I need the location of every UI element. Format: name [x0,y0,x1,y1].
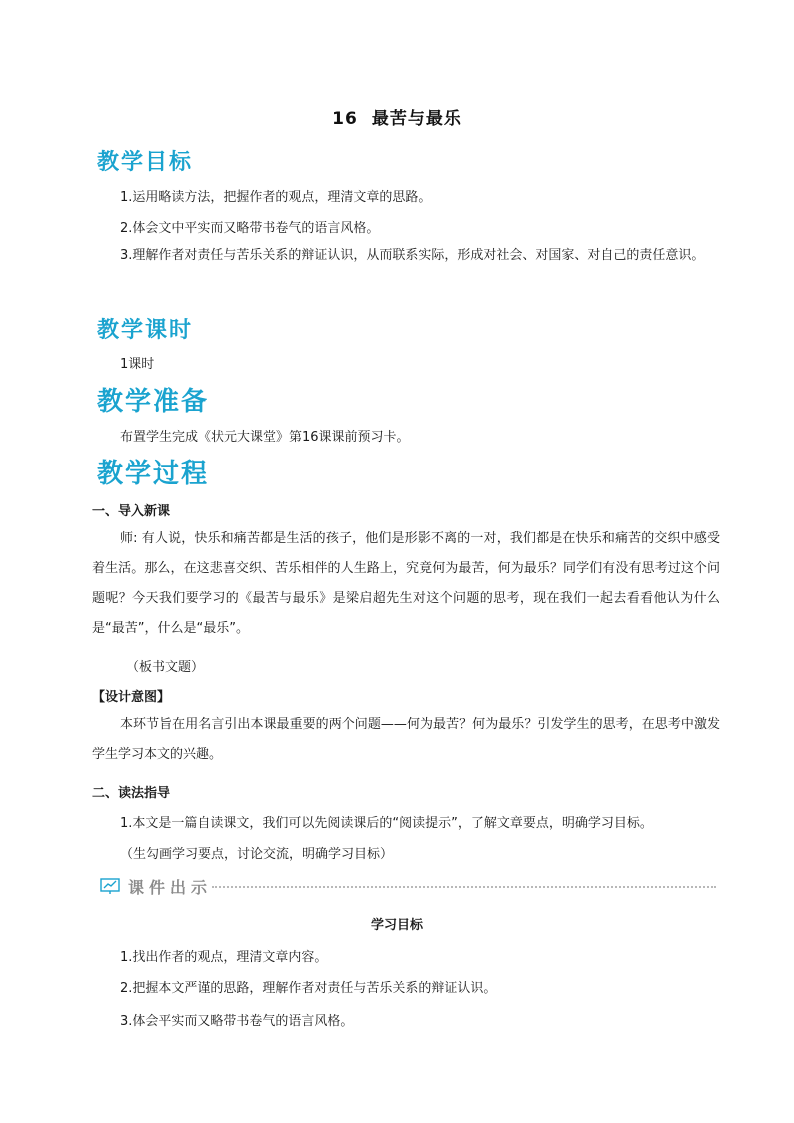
presentation-chart-icon [100,878,120,894]
courseware-item-1: 1.找出作者的观点，理清文章内容。 [120,950,328,965]
courseware-banner [100,875,716,897]
objective-item-1: 1.运用略读方法，把握作者的观点，理清文章的思路。 [120,190,432,205]
courseware-item-2: 2.把握本文严谨的思路，理解作者对责任与苦乐关系的辩证认识。 [120,981,497,996]
design-intent-label: 【设计意图】 [92,690,171,705]
hours-heading: 教学课时 [97,318,194,343]
objective-item-2: 2.体会文中平实而又略带书卷气的语言风格。 [120,221,380,236]
part1-teacher-text: 师: 有人说，快乐和痛苦都是生活的孩子，他们是形影不离的一对，我们都是在快乐和痛苦的交织中感受着生活。那么，在这悲喜交织、苦乐相伴的人生路上，究竟何为最苦，何为最乐？同学们有没有思考过这个问题呢？今天我们要学习的《最苦与最乐》是梁启超先生对这个问题的思考，现在我们一起去看看他认为什么是“最苦”，什么是“最乐”。 [92,531,720,636]
board-note: （板书文题） [126,660,205,675]
courseware-item-3: 3.体会平实而又略带书卷气的语言风格。 [120,1014,354,1029]
design-intent-text: 本环节旨在用名言引出本课最重要的两个问题——何为最苦？何为最乐？引发学生的思考，在思考中激发学生学习本文的兴趣。 [92,717,720,762]
part2-note: （生勾画学习要点，讨论交流，明确学习目标） [120,847,394,862]
part2-item-1: 1.本文是一篇自读课文，我们可以先阅读课后的“阅读提示”，了解文章要点，明确学习目标。 [120,816,653,831]
courseware-subtitle: 学习目标 [370,918,423,933]
hours-text: 1课时 [120,357,155,372]
lesson-number: 16 [332,109,358,129]
courseware-banner-label: 课件出示 [128,878,213,897]
objective-item-3: 3.理解作者对责任与苦乐关系的辩证认识，从而联系实际，形成对社会、对国家、对自己的责任意识。 [120,248,705,263]
part1-title: 一、导入新课 [92,504,171,519]
lesson-title [0,104,794,129]
process-heading: 教学过程 [97,459,210,489]
lesson-title-text: 最苦与最乐 [371,109,462,129]
objectives-heading: 教学目标 [97,150,194,175]
part2-title: 二、读法指导 [92,786,171,801]
prep-text: 布置学生完成《状元大课堂》第16课课前预习卡。 [120,430,410,445]
banner-divider [212,886,716,888]
prep-heading: 教学准备 [97,387,210,417]
